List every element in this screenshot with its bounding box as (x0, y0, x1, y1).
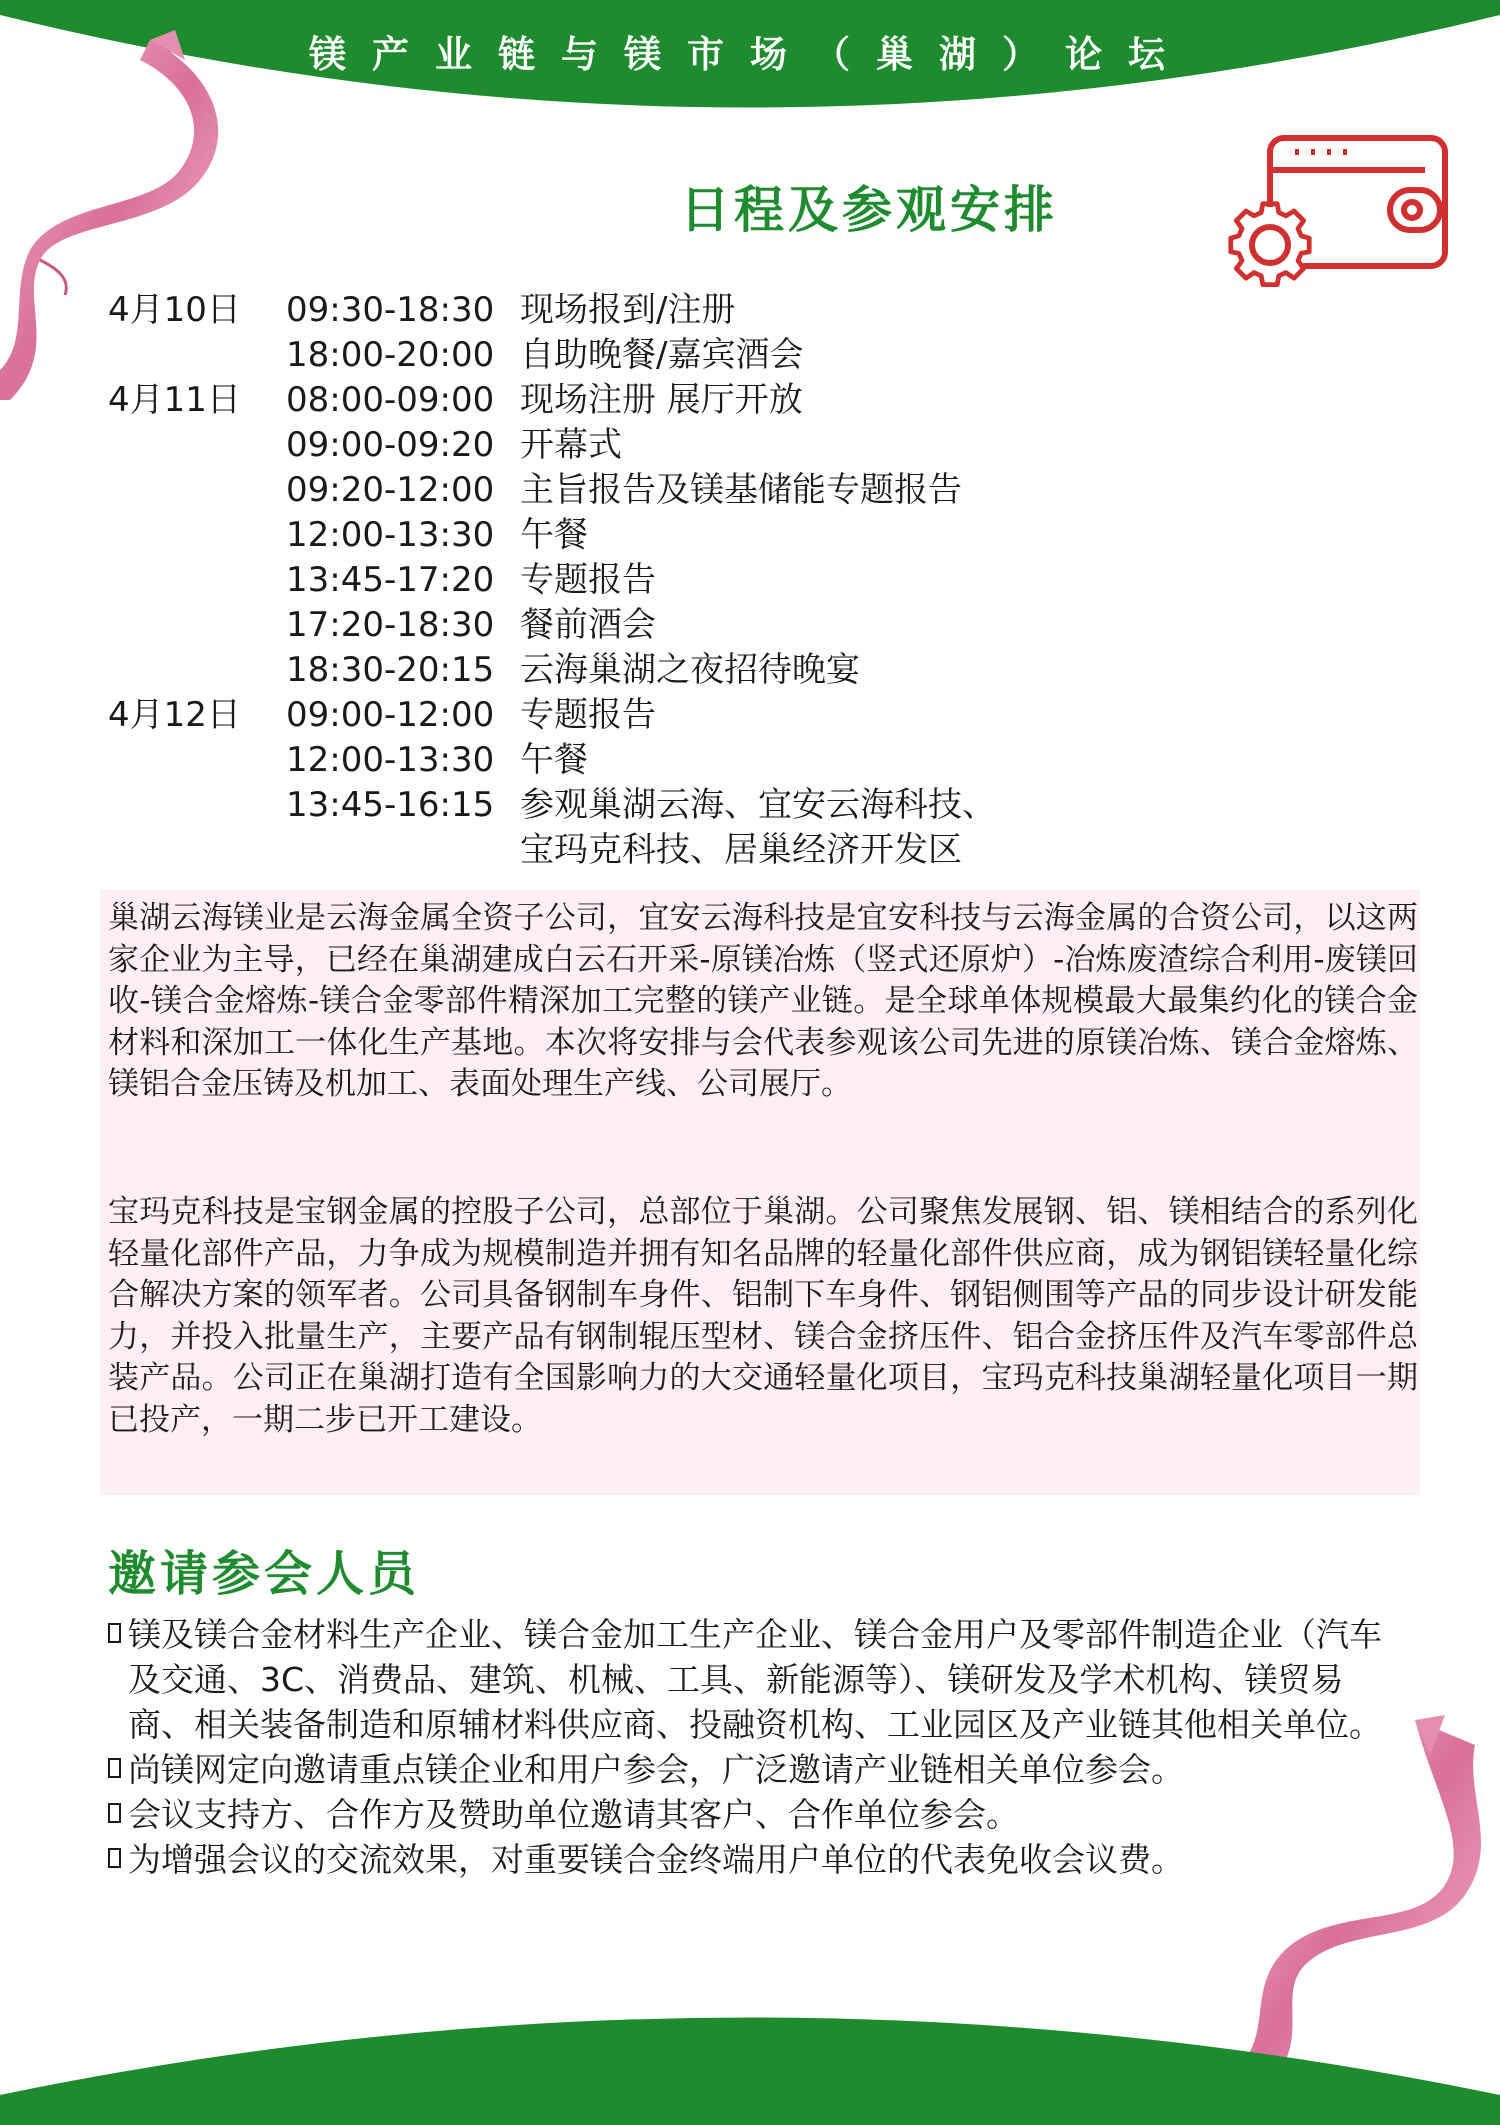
invite-title: 邀请参会人员 (108, 1546, 421, 1602)
schedule-event: 主旨报告及镁基储能专题报告 (520, 470, 962, 510)
schedule-time: 13:45-16:15 (286, 785, 495, 825)
checkbox-bullet-icon (108, 1803, 121, 1823)
schedule-time: 12:00-13:30 (286, 515, 495, 555)
schedule-time: 09:30-18:30 (286, 290, 495, 330)
list-item (106, 1747, 1406, 1792)
schedule-row (108, 738, 1108, 783)
schedule-date: 4月11日 (108, 380, 241, 420)
invite-item-text: 尚镁网定向邀请重点镁企业和用户参会，广泛邀请产业链相关单位参会。 (128, 1750, 1184, 1789)
company-paragraph-baomake: 宝玛克科技是宝钢金属的控股子公司，总部位于巢湖。公司聚焦发展钢、铝、镁相结合的系列化轻量化部件产品，力争成为规模制造并拥有知名品牌的轻量化部件供应商，成为钢铝镁轻量化综合解决方案的领军者。公司具备钢制车身件、铝制下车身件、钢铝侧围等产品的同步设计研发能力，并投入批量生产，主要产品有钢制辊压型材、镁合金挤压件、铝合金挤压件及汽车零部件总装产品。公司正在巢湖打造有全国影响力的大交通轻量化项目，宝玛克科技巢湖轻量化项目一期已投产，一期二步已开工建设。 (108, 1194, 1418, 1438)
schedule-row (108, 558, 1108, 603)
schedule-time: 08:00-09:00 (286, 380, 495, 420)
schedule-row (108, 648, 1108, 693)
schedule-date: 4月12日 (108, 695, 241, 735)
schedule-date: 4月10日 (108, 290, 241, 330)
invite-item-text: 镁及镁合金材料生产企业、镁合金加工生产企业、镁合金用户及零部件制造企业（汽车及交通、3C、消费品、建筑、机械、工具、新能源等）、镁研发及学术机构、镁贸易商、相关装备制造和原辅材料供应商、投融资机构、工业园区及产业链其他相关单位。 (128, 1615, 1382, 1744)
schedule-row (108, 468, 1108, 513)
schedule-list (108, 288, 1108, 873)
schedule-event: 餐前酒会 (520, 605, 656, 645)
schedule-event: 专题报告 (520, 560, 656, 600)
banner-title: 镁产业链与镁市场（巢湖）论坛 (309, 33, 1191, 76)
schedule-row (108, 603, 1108, 648)
schedule-event: 自助晚餐/嘉宾酒会 (520, 335, 804, 375)
schedule-time: 09:00-09:20 (286, 425, 495, 465)
list-item (106, 1837, 1406, 1882)
schedule-row (108, 423, 1108, 468)
checkbox-bullet-icon (108, 1623, 121, 1643)
schedule-row (108, 828, 1108, 873)
wallet-gear-icon (1215, 130, 1455, 300)
schedule-time: 18:00-20:00 (286, 335, 495, 375)
schedule-event: 现场注册 展厅开放 (520, 380, 803, 420)
list-item (106, 1792, 1406, 1837)
schedule-event: 云海巢湖之夜招待晚宴 (520, 650, 860, 690)
schedule-row (108, 783, 1108, 828)
schedule-time: 18:30-20:15 (286, 650, 495, 690)
schedule-row (108, 513, 1108, 558)
schedule-event: 宝玛克科技、居巢经济开发区 (520, 830, 962, 870)
schedule-title: 日程及参观安排 (680, 181, 1058, 239)
schedule-time: 09:00-12:00 (286, 695, 495, 735)
schedule-event: 参观巢湖云海、宜安云海科技、 (520, 785, 996, 825)
schedule-time: 13:45-17:20 (286, 560, 495, 600)
checkbox-bullet-icon (108, 1848, 121, 1868)
schedule-row (108, 378, 1108, 423)
checkbox-bullet-icon (108, 1758, 121, 1778)
invite-list (106, 1612, 1406, 1882)
schedule-time: 17:20-18:30 (286, 605, 495, 645)
schedule-event: 现场报到/注册 (520, 290, 736, 330)
schedule-row (108, 288, 1108, 333)
schedule-row (108, 693, 1108, 738)
schedule-event: 专题报告 (520, 695, 656, 735)
invite-item-text: 为增强会议的交流效果，对重要镁合金终端用户单位的代表免收会议费。 (128, 1840, 1184, 1879)
schedule-event: 午餐 (520, 515, 588, 555)
schedule-row (108, 333, 1108, 378)
bottom-banner (0, 2000, 1500, 2125)
schedule-event: 午餐 (520, 740, 588, 780)
company-paragraph-yunhai: 巢湖云海镁业是云海金属全资子公司，宜安云海科技是宜安科技与云海金属的合资公司，以这两家企业为主导，已经在巢湖建成白云石开采-原镁冶炼（竖式还原炉）-冶炼废渣综合利用-废镁回收-镁合金熔炼-镁合金零部件精深加工完整的镁产业链。是全球单体规模最大最集约化的镁合金材料和深加工一体化生产基地。本次将安排与会代表参观该公司先进的原镁冶炼、镁合金熔炼、镁铝合金压铸及机加工、表面处理生产线、公司展厅。 (108, 900, 1418, 1102)
schedule-time: 12:00-13:30 (286, 740, 495, 780)
company-info-box (100, 890, 1420, 1495)
invite-item-text: 会议支持方、合作方及赞助单位邀请其客户、合作单位参会。 (128, 1795, 1019, 1834)
schedule-event: 开幕式 (520, 425, 622, 465)
schedule-time: 09:20-12:00 (286, 470, 495, 510)
list-item (106, 1612, 1406, 1747)
